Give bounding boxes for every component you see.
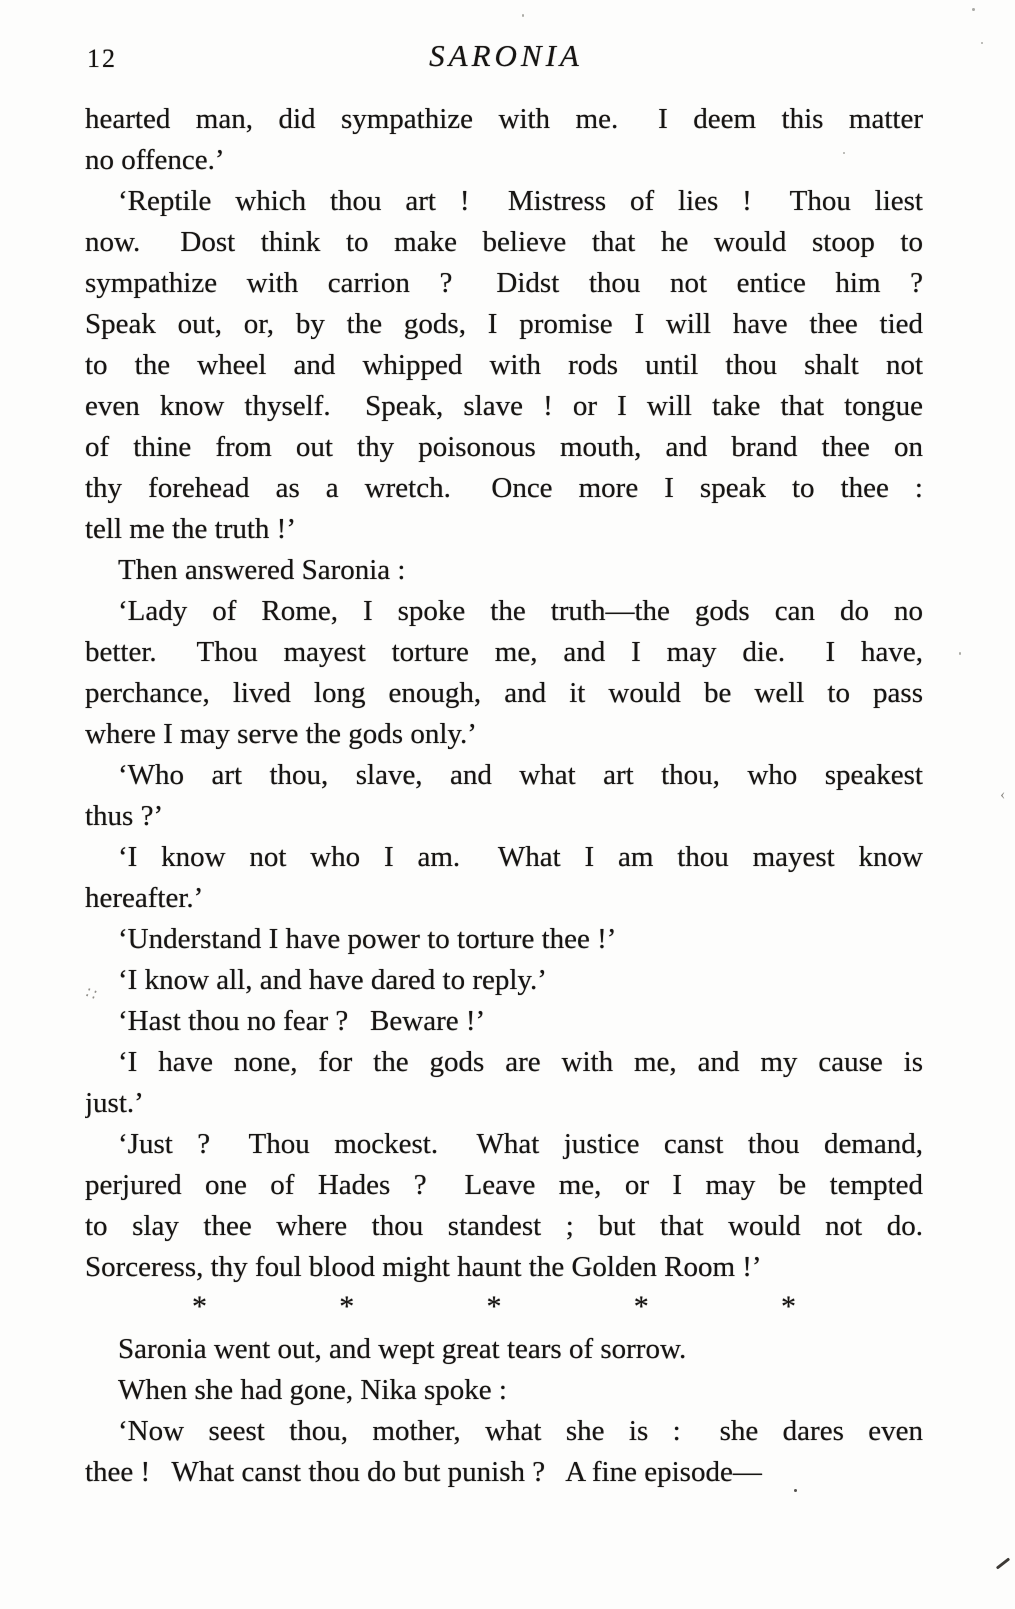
text-line: perjured one of Hades ? Leave me, or I may be tempted [85,1169,923,1201]
asterisk-separator [192,1288,796,1329]
text-line: ‘Who art thou, slave, and what art thou, who speakest [118,759,923,791]
running-title: SARONIA [429,38,583,73]
paragraph [85,99,923,181]
asterisk: * [192,1290,207,1323]
text-line: ‘I know all, and have dared to reply.’ [118,964,547,996]
scan-artifact: ∷ [83,984,99,1005]
text-line: ‘Now seest thou, mother, what she is : she dares even [118,1415,923,1447]
text-line: Speak out, or, by the gods, I promise I will have thee tied [85,308,923,340]
text-line: thee ! What canst thou do but punish ? A fine episode— [85,1456,762,1488]
text-line: ‘Hast thou no fear ? Beware !’ [118,1005,486,1037]
page-header [85,38,927,78]
text-line: of thine from out thy poisonous mouth, and brand thee on [85,431,923,463]
paragraph [85,1411,923,1493]
scan-artifact [794,1489,797,1492]
text-line: When she had gone, Nika spoke : [118,1374,507,1406]
text-line: hearted man, did sympathize with me. I deem this matter [85,103,923,135]
paragraph [85,1042,923,1124]
asterisk: * [781,1290,796,1323]
text-line: Saronia went out, and wept great tears of sorrow. [118,1333,687,1365]
scan-artifact [843,152,845,154]
asterisk: * [339,1290,355,1323]
text-line: ‘Reptile which thou art ! Mistress of lies ! Thou liest [118,185,923,217]
paragraph [85,1124,923,1288]
page-number: 12 [87,44,117,73]
scan-artifact [959,652,961,655]
text-line: thus ?’ [85,800,164,832]
scan-artifact [981,42,983,44]
paragraph [85,1370,923,1411]
text-line: to slay thee where thou standest ; but that would not do. [85,1210,923,1242]
text-line: thy forehead as a wretch. Once more I speak to thee : [85,472,923,504]
text-line: ‘Understand I have power to torture thee !’ [118,923,617,955]
asterisk: * [633,1290,649,1323]
text-line: to the wheel and whipped with rods until thou shalt not [85,349,923,381]
scan-artifact [972,8,975,11]
scan-artifact [996,1557,1010,1569]
paragraph [85,837,923,919]
text-line: Sorceress, thy foul blood might haunt the Golden Room !’ [85,1251,762,1283]
text-line: ‘I have none, for the gods are with me, and my cause is [118,1046,923,1078]
asterisk: * [486,1290,502,1323]
text-line: no offence.’ [85,144,225,176]
text-line: where I may serve the gods only.’ [85,718,477,750]
paragraph [85,181,923,550]
paragraph [85,960,923,1001]
text-line: better. Thou mayest torture me, and I may die. I have, [85,636,923,668]
text-line: ‘I know not who I am. What I am thou mayest know [118,841,923,873]
scan-artifact [522,14,524,17]
paragraph [85,755,923,837]
paragraph [85,1001,923,1042]
text-line: ‘Just ? Thou mockest. What justice canst thou demand, [118,1128,923,1160]
text-line: tell me the truth !’ [85,513,296,545]
text-line: now. Dost think to make believe that he would stoop to [85,226,923,258]
text-line: ‘Lady of Rome, I spoke the truth—the gods can do no [118,595,923,627]
text-block [85,99,923,1493]
text-line: hereafter.’ [85,882,204,914]
paragraph [85,550,923,591]
paragraph [85,919,923,960]
text-line: even know thyself. Speak, slave ! or I will take that tongue [85,390,923,422]
paragraph [85,1329,923,1370]
text-line: perchance, lived long enough, and it would be well to pass [85,677,923,709]
text-line: sympathize with carrion ? Didst thou not entice him ? [85,267,923,299]
text-line: just.’ [85,1087,144,1119]
paragraph [85,591,923,755]
text-line: Then answered Saronia : [118,554,406,586]
scan-artifact: ‹ [1000,786,1006,803]
